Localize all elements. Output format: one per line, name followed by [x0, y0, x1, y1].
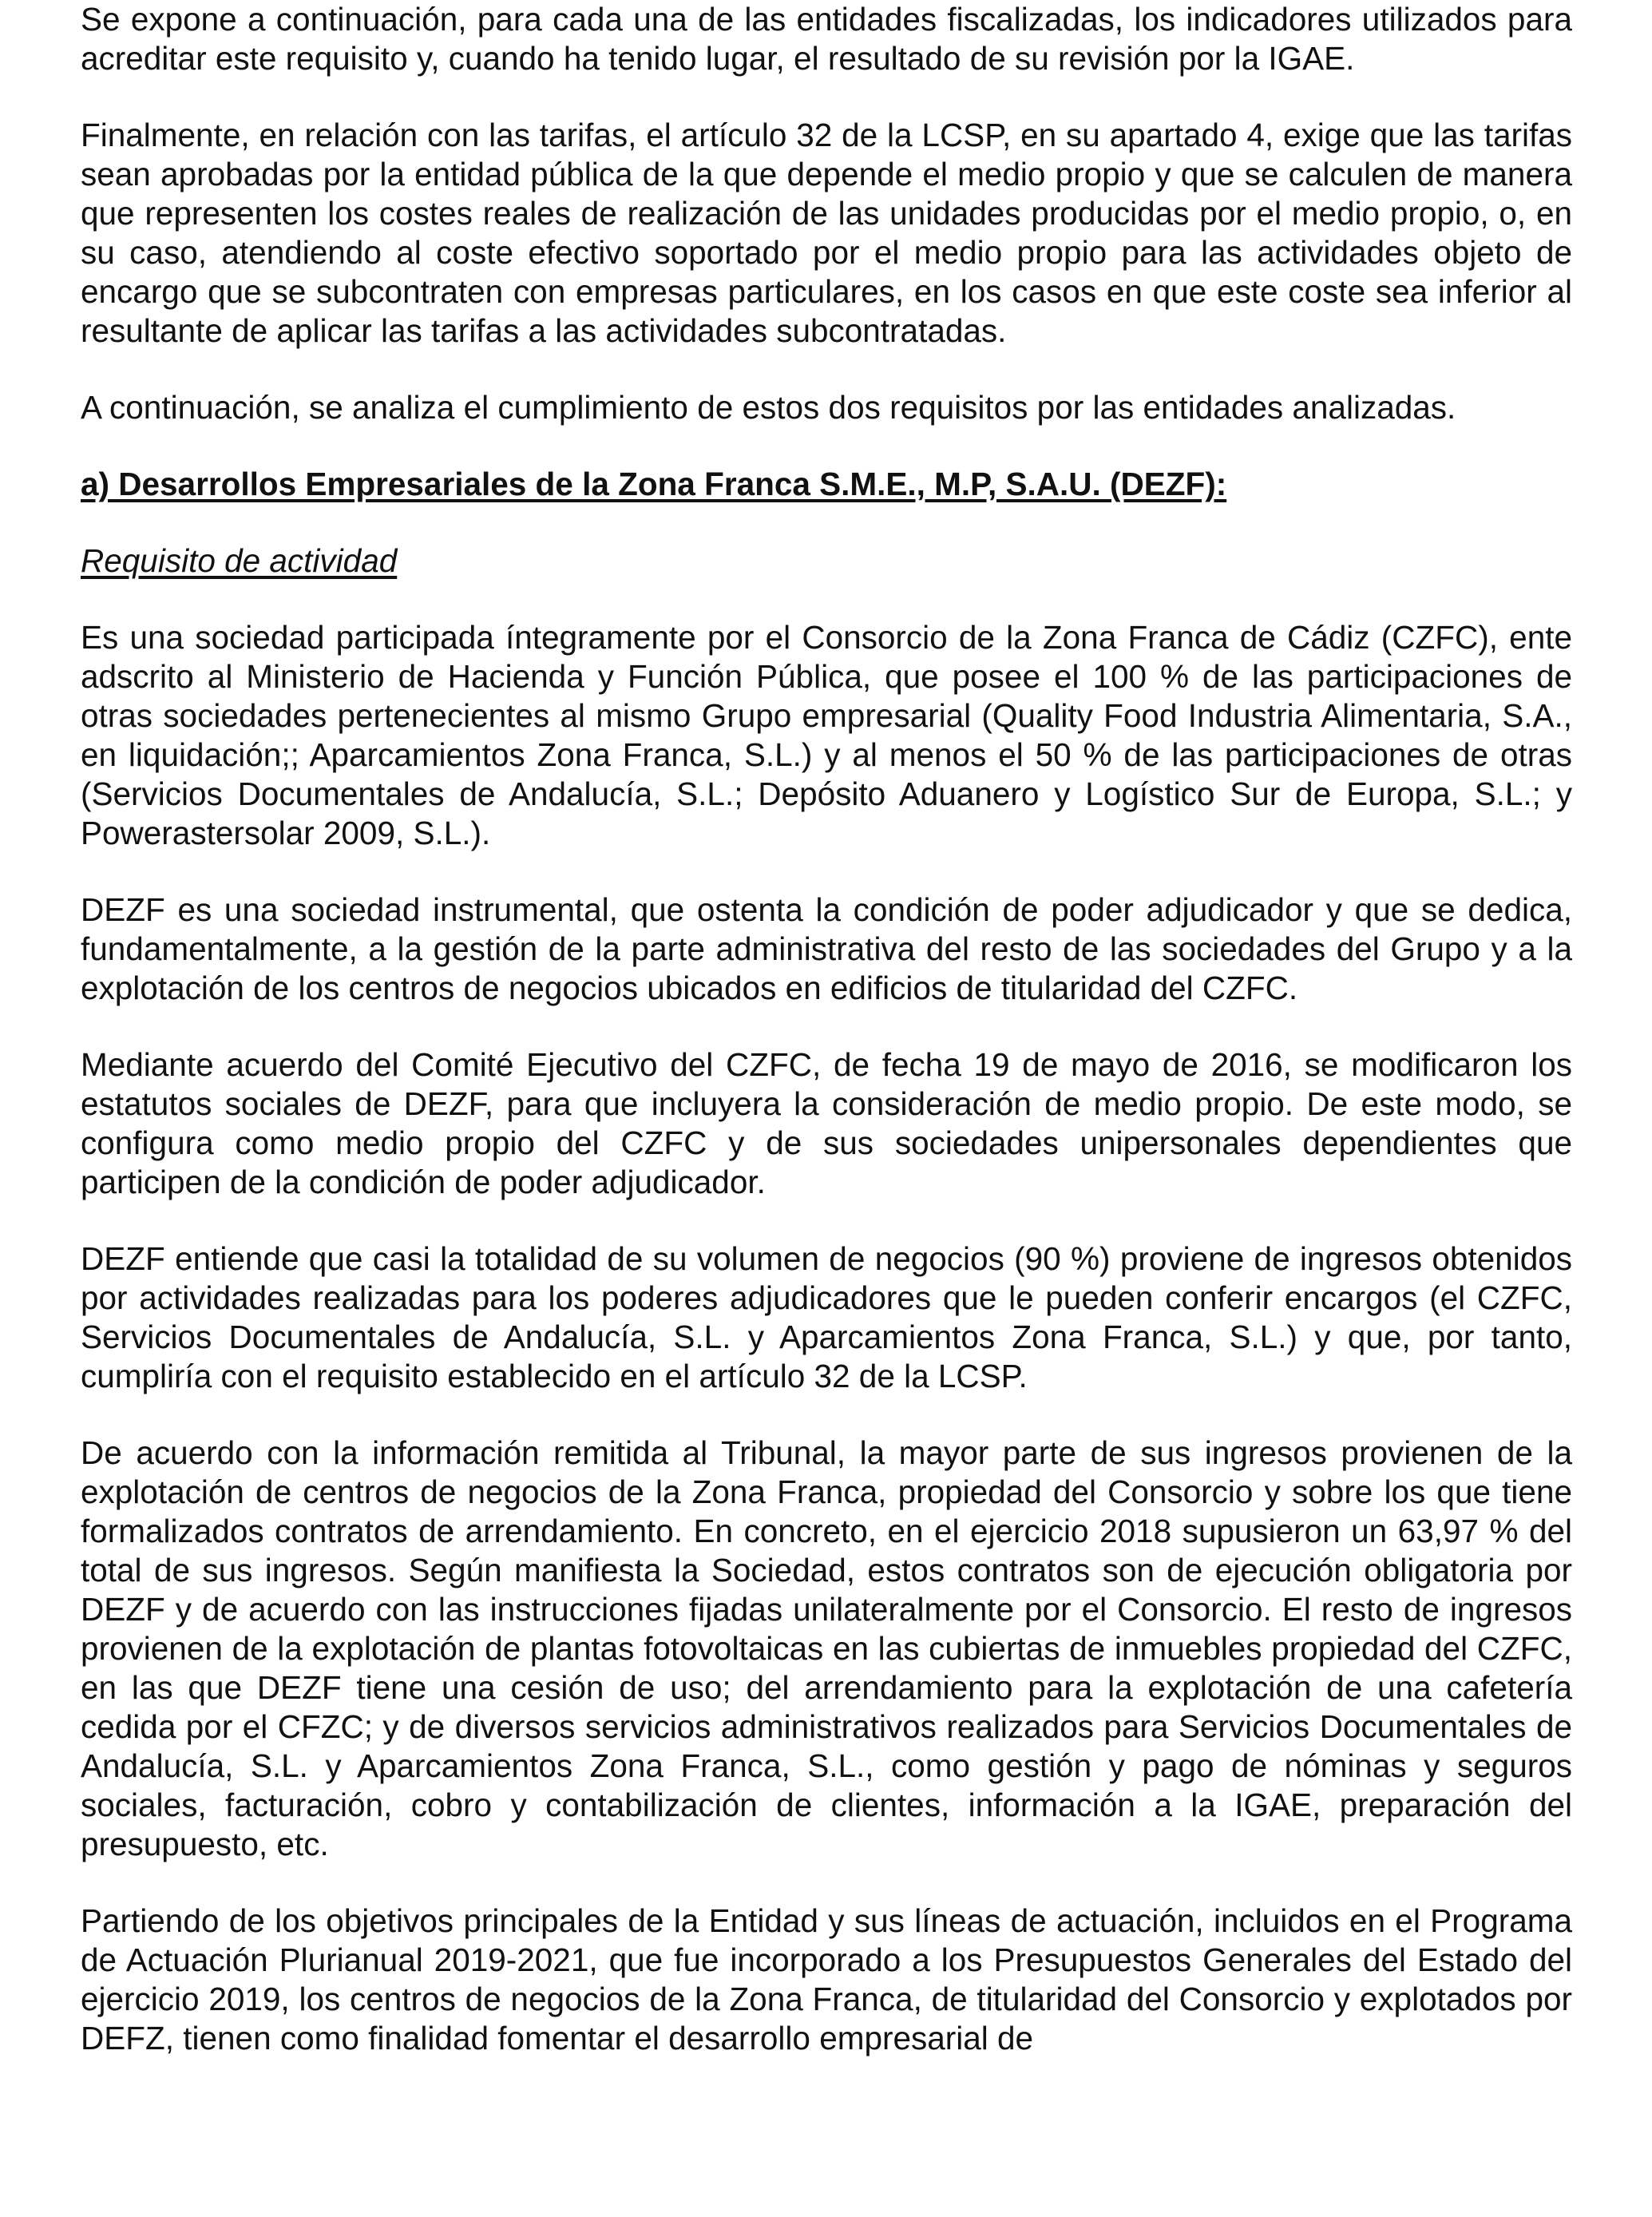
document-page	[81, 0, 1572, 2058]
subsection-heading-requisito-actividad: Requisito de actividad	[81, 542, 398, 579]
paragraph-volumen-negocios: DEZF entiende que casi la totalidad de su volumen de negocios (90 %) proviene de ingresos obtenidos por actividades realizadas para los poderes adjudicadores que le pueden conferir encargos (el CZFC, Servicios Documentales de Andalucía, S.L. y Aparcamientos Zona Franca, S.L.) y que, por tanto, cumpliría con el requisito establecido en el artículo 32 de la LCSP.	[81, 1240, 1572, 1394]
paragraph-intro-indicadores: Se expone a continuación, para cada una de las entidades fiscalizadas, los indicadores utilizados para acreditar este requisito y, cuando ha tenido lugar, el resultado de su revisión por la IGAE.	[81, 1, 1572, 77]
section-heading-dezf: a) Desarrollos Empresariales de la Zona Franca S.M.E., M.P, S.A.U. (DEZF):	[81, 466, 1227, 502]
paragraph-participacion: Es una sociedad participada íntegramente por el Consorcio de la Zona Franca de Cádiz (CZFC), ente adscrito al Ministerio de Hacienda y Función Pública, que posee el 100 % de las participaciones de otras sociedades pertenecientes al mismo Grupo empresarial (Quality Food Industria Alimentaria, S.A., en liquidación;; Aparcamientos Zona Franca, S.L.) y al menos el 50 % de las participaciones de otras (Servicios Documentales de Andalucía, S.L.; Depósito Aduanero y Logístico Sur de Europa, S.L.; y Powerastersolar 2009, S.L.).	[81, 619, 1572, 851]
paragraph-ingresos: De acuerdo con la información remitida al Tribunal, la mayor parte de sus ingresos provienen de la explotación de centros de negocios de la Zona Franca, propiedad del Consorcio y sobre los que tiene formalizados contratos de arrendamiento. En concreto, en el ejercicio 2018 supusieron un 63,97 % del total de sus ingresos. Según manifiesta la Sociedad, estos contratos son de ejecución obligatoria por DEZF y de acuerdo con las instrucciones fijadas unilateralmente por el Consorcio. El resto de ingresos provienen de la explotación de plantas fotovoltaicas en las cubiertas de inmuebles propiedad del CZFC, en las que DEZF tiene una cesión de uso; del arrendamiento para la explotación de una cafetería cedida por el CFZC; y de diversos servicios administrativos realizados para Servicios Documentales de Andalucía, S.L. y Aparcamientos Zona Franca, S.L., como gestión y pago de nóminas y seguros sociales, facturación, cobro y contabilización de clientes, información a la IGAE, preparación del presupuesto, etc.	[81, 1434, 1572, 1862]
paragraph-sociedad-instrumental: DEZF es una sociedad instrumental, que ostenta la condición de poder adjudicador y que se dedica, fundamentalmente, a la gestión de la parte administrativa del resto de las sociedades del Grupo y a la explotación de los centros de negocios ubicados en edificios de titularidad del CZFC.	[81, 891, 1572, 1006]
paragraph-objetivos: Partiendo de los objetivos principales de la Entidad y sus líneas de actuación, incluidos en el Programa de Actuación Plurianual 2019-2021, que fue incorporado a los Presupuestos Generales del Estado del ejercicio 2019, los centros de negocios de la Zona Franca, de titularidad del Consorcio y explotados por DEFZ, tienen como finalidad fomentar el desarrollo empresarial de	[81, 1902, 1572, 2056]
paragraph-tarifas: Finalmente, en relación con las tarifas, el artículo 32 de la LCSP, en su apartado 4, exige que las tarifas sean aprobadas por la entidad pública de la que depende el medio propio y que se calculen de manera que representen los costes reales de realización de las unidades producidas por el medio propio, o, en su caso, atendiendo al coste efectivo soportado por el medio propio para las actividades objeto de encargo que se subcontraten con empresas particulares, en los casos en que este coste sea inferior al resultante de aplicar las tarifas a las actividades subcontratadas.	[81, 117, 1572, 349]
paragraph-analisis-requisitos: A continuación, se analiza el cumplimiento de estos dos requisitos por las entidades analizadas.	[81, 389, 1456, 426]
paragraph-acuerdo-comite: Mediante acuerdo del Comité Ejecutivo del CZFC, de fecha 19 de mayo de 2016, se modificaron los estatutos sociales de DEZF, para que incluyera la consideración de medio propio. De este modo, se configura como medio propio del CZFC y de sus sociedades unipersonales dependientes que participen de la condición de poder adjudicador.	[81, 1046, 1572, 1200]
